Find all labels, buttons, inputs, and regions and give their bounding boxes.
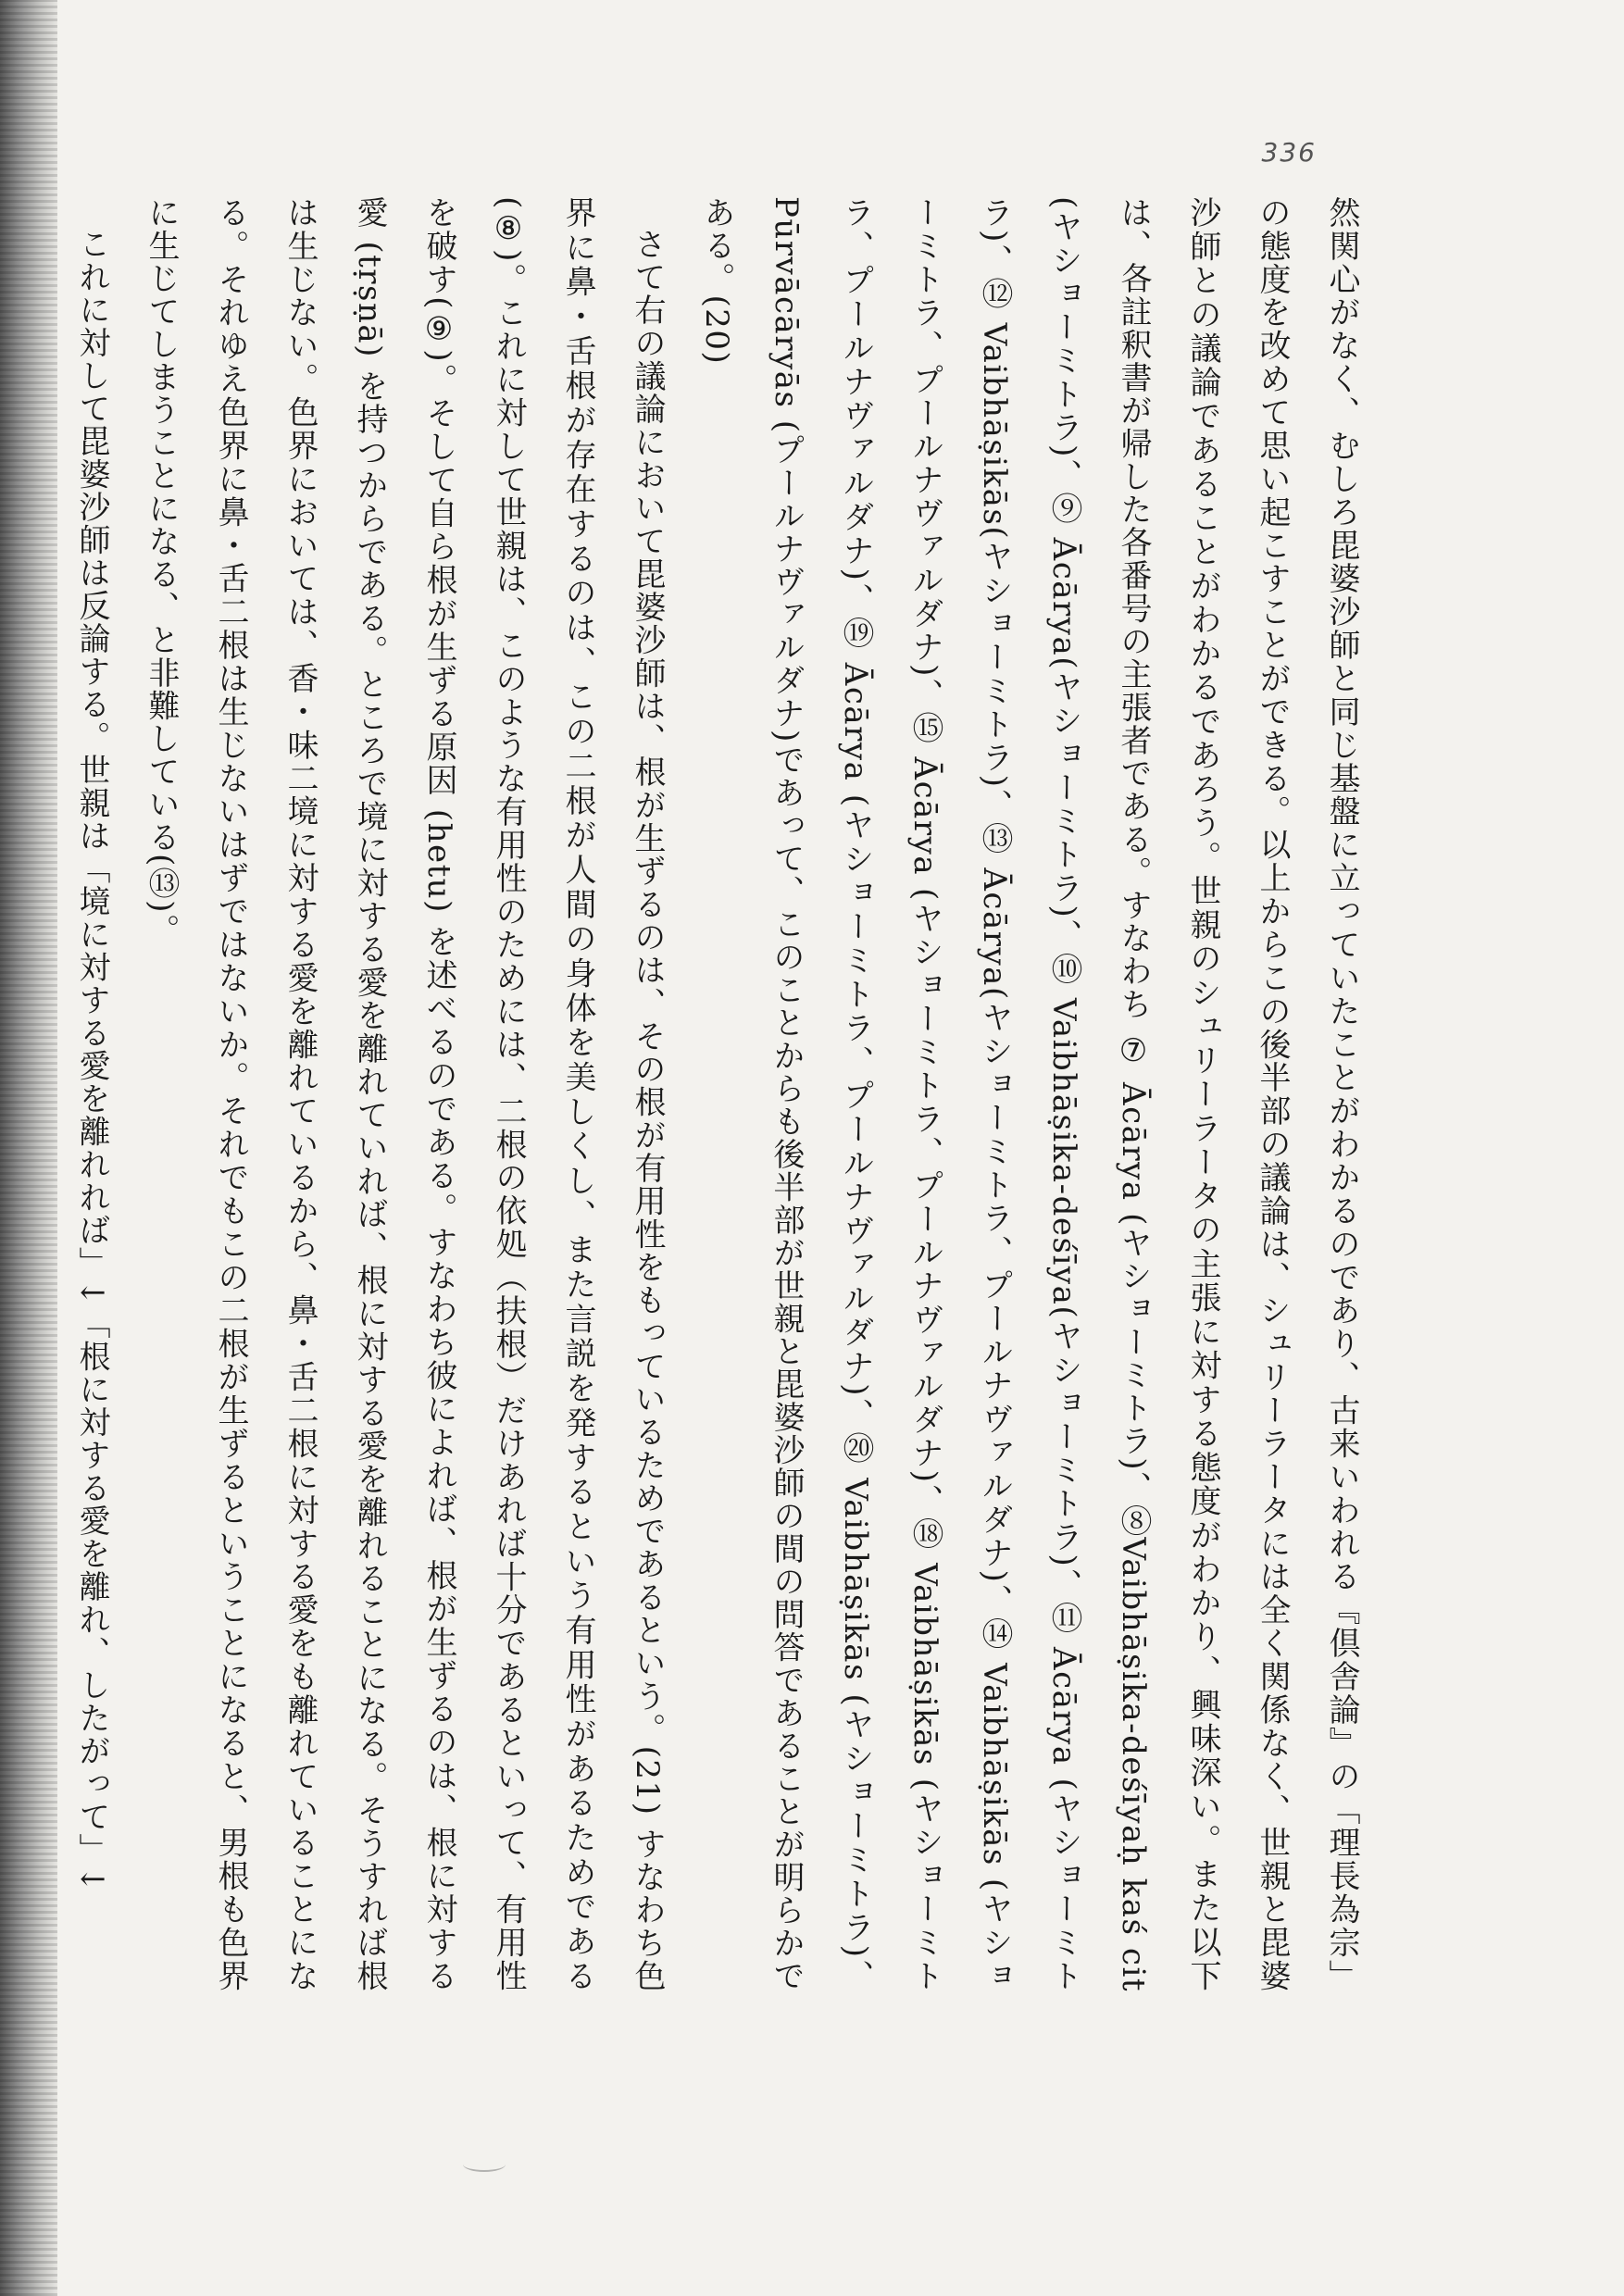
paragraph-2: さて右の議論において毘婆沙師は、根が生ずるのは、その根が有用性をもっているためであるという。(21) すなわち色界に鼻・舌根が存在するのは、この二根が人間の身体を美しくし、また言説を発するという有用性があるためである(⑧)。これに対して世親は、このような有用性のためには、二根の依処（扶根）だけあれば十分であるといって、有用性を破す(⑨)。そして自ら根が生ずる原因 (hetu) を述べるのである。すなわち彼によれば、根が生ずるのは、根に対する愛 (tṛṣṇā) を持つからである。ところで境に対する愛を離れていれば、根に対する愛を離れることになる。そうすれば根は生じない。色界においては、香・味二境に対する愛を離れているから、鼻・舌二根に対する愛をも離れていることになる。それゆえ色界に鼻・舌二根は生じないはずではないか。それでもこの二根が生ずるということになると、男根も色界に生じてしまうことになる、と非難している(⑬)。 <box>143 196 666 1993</box>
paragraph-1: 然関心がなく、むしろ毘婆沙師と同じ基盤に立っていたことがわかるのであり、古来いわれる『倶舎論』の「理長為宗」の態度を改めて思い起こすことができる。以上からこの後半部の議論は、シュリーラータには全く関係なく、世親と毘婆沙師との議論であることがわかるであろう。世親のシュリーラータの主張に対する態度がわかり、興味深い。また以下は、各註釈書が帰した各番号の主張者である。すなわち ⑦ Ācārya (ヤショーミトラ)、⑧Vaibhāṣika-deśīyaḥ kaś cit (ヤショーミトラ)、⑨ Ācārya(ヤショーミトラ)、⑩ Vaibhāṣika-deśīya(ヤショーミトラ)、⑪ Ācārya (ヤショーミトラ)、⑫ Vaibhāṣikās(ヤショーミトラ)、⑬ Ācārya(ヤショーミトラ、プールナヴァルダナ)、⑭ Vaibhāṣikās (ヤショーミトラ、プールナヴァルダナ)、⑮ Ācārya (ヤショーミトラ、プールナヴァルダナ)、⑱ Vaibhāṣikās (ヤショーミトラ、プールナヴァルダナ)、⑲ Ācārya (ヤショーミトラ、プールナヴァルダナ)、⑳ Vaibhāṣikās (ヤショーミトラ)、Pūrvācāryās (プールナヴァルダナ)であって、このことからも後半部が世親と毘婆沙師の間の問答であることが明らかである。(20) <box>698 196 1360 1992</box>
vertical-body-text <box>56 196 1376 1992</box>
scan-gutter-shadow <box>0 0 57 2296</box>
paragraph-3: これに対して毘婆沙師は反論する。世親は「境に対する愛を離れれば」↓「根に対する愛を離れ、したがって」↓ <box>73 228 110 1894</box>
page-number: 336 <box>1261 137 1317 168</box>
scan-stray-mark <box>463 2157 506 2172</box>
